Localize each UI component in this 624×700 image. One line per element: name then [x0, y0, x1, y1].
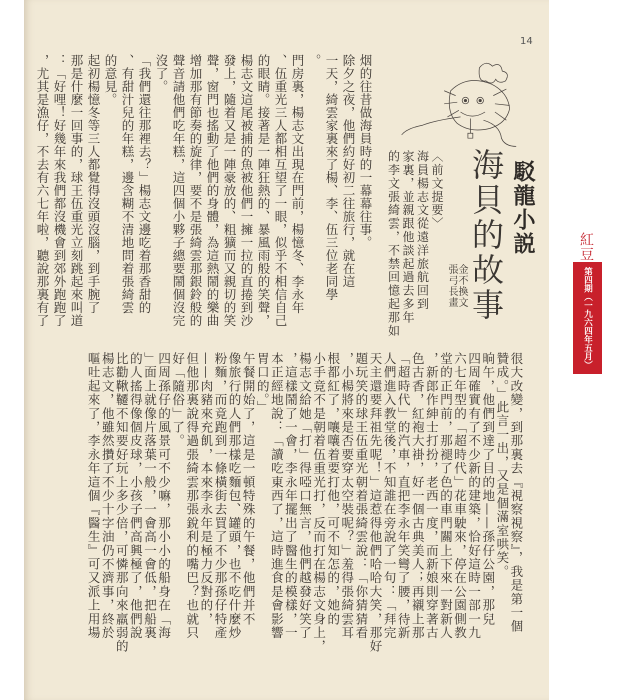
text-column: 、伍重光三人都相互望了一眼，似乎不相信自己	[273, 54, 288, 327]
text-column: 嘔吐起來了，李永年這個『醫生』可又派上用場	[86, 352, 102, 640]
text-column: 除夕之夜，他們約好初二往旅行，就在這	[341, 54, 356, 288]
text-column: 一天，綺雲家裏來了楊、李、伍三位老同學	[324, 54, 339, 301]
text-column: 比勸鞦韆不知要好玩上多少倍，可憐那向來羸弱的	[114, 352, 130, 654]
author-credit: 金不換文	[456, 264, 467, 308]
text-column: 的眼睛。接著是一陣狂熱的、暴風雨般的笑聲，	[256, 54, 271, 327]
text-column: ：「好哩！好幾年來我們都沒機會到郊外跑跑了	[52, 54, 67, 327]
text-column: 根都紅了，嚷嚷着要打他，可不知怎的，她的	[325, 352, 341, 626]
text-column: 的意見。	[103, 54, 118, 106]
text-column: ——肉豬來充飢，本來李永年是極力反對的，	[198, 352, 214, 626]
text-column: 好「隨俗」了。	[170, 352, 186, 448]
body-text-lower	[86, 352, 523, 692]
text-column: 海員楊志文從遠洋旅航回到	[415, 150, 430, 311]
text-column: 胃口的。」	[255, 352, 271, 415]
text-column: 像旅行的人們那樣吃麵包、罐頭，也不吃什麼炒	[227, 352, 243, 640]
text-column: 楊志文給她「打」得啞口無言，他們越發好笑了	[297, 352, 313, 640]
text-column: 晌午，他們到達了目的地——孫仔公園，那兒	[480, 352, 496, 626]
text-column: 四周確實有了不少新的建築，恰好這時一部一九	[466, 352, 482, 640]
text-column: 楊志文這尾被捕的魚被他們一擁一拉的直捲到沙	[239, 54, 254, 327]
text-column: 聲，窗門也搖動了他們的身體，為這熱鬧的樂曲	[205, 54, 220, 327]
series-label: 駁龍小説	[510, 160, 535, 256]
text-column: 「超時代」的汽車，直把李永年笑彎了腰，待新	[396, 352, 412, 640]
text-column: ，小楊將來是否要穿太空裝呢？」羞得張綺雲耳	[339, 352, 355, 640]
text-column: ，尤其是漁仔，不去有六七年啦，聽說那裏有了	[35, 54, 50, 327]
text-column: 天主還要拜祖先呢！」這惹得他們哈哈大笑，那好	[367, 352, 383, 654]
text-column: 」面上就像片落葉一般，一會高一會低，把船裏	[142, 352, 158, 640]
text-column: 色古香，紅袍大褂，好一個古典美人；再襯上那	[410, 352, 426, 640]
text-column: 「我們還往那裡去？」楊志文邊吃着那香甜的	[137, 54, 152, 314]
text-column: 贊成。」此言一出，又是個滿室哄笑。	[494, 352, 510, 579]
synopsis	[386, 150, 444, 346]
text-column: ，新郎作紳士打扮，老西一度，而新娘則穿著古	[424, 352, 440, 640]
text-column: 楊志文，他雖然攢了不少十字油仍不濟事，終於	[100, 352, 116, 640]
text-column: 人們進入教堂後，不知誰在旁說了一句：「拜完	[382, 352, 398, 640]
text-column: 聲音請他們吃年糕，這四個小夥子總要鬧個沒完	[171, 54, 186, 327]
text-column: 午餐開始了，這是一頓特殊的午餐，他們并不	[241, 352, 257, 626]
text-column: 。	[307, 54, 322, 67]
text-column: 那是什麼一回事的，球王伍重光立刻跳起來叫道	[69, 54, 84, 327]
dragon-illustration-icon	[388, 58, 538, 148]
text-column: 很大改變，到那裏去『視察視察』，我是第一個	[508, 352, 524, 634]
magazine-name: 紅豆	[578, 232, 594, 262]
story-title: 海貝的故事	[467, 148, 505, 323]
text-column: 的人搖得像個皮球，小孩子們高興極了，他們說	[128, 352, 144, 640]
text-column: 本正經地說：「讀吃東西了，這時進食是會影響	[269, 352, 285, 640]
credits	[446, 264, 466, 308]
text-column: 六七年型的「超時代」花車駛來，停在公園側教	[452, 352, 468, 640]
text-column: 沒了。	[154, 54, 169, 93]
text-column: 粉麵，而竟跑到一條橫街去買了不少那孫仔特產	[212, 352, 228, 640]
text-column: 發上，隨着又是一陣豪放的、粗獷而又親切的笑	[222, 54, 237, 327]
text-column: 家裏，並親跟他談起過去多年	[401, 150, 415, 325]
body-text-upper	[34, 54, 374, 344]
text-column: 門房裏，楊志文出現在門前，楊憶冬、李永年	[290, 54, 305, 314]
text-column: 、有甜汁兒的年糕，邊含糊不清地問着張綺雲	[120, 54, 135, 314]
page-number: 14	[520, 36, 533, 47]
text-column: 增加那有節奏的旋律，要不是張綺雲那銀鈴般的	[188, 54, 203, 327]
text-column: 〈前文提要〉	[430, 150, 444, 231]
text-column: 小手竟不是朝着伍重光打，反而打在楊志文身上，	[311, 352, 327, 654]
text-column: 但他那裏說得過張綺雲那張銳利的嘴巴？也就只	[184, 352, 200, 640]
text-column: ，這樣鬧了一會，李永年擺出了醫生的模樣，一	[283, 352, 299, 640]
illustrator-credit: 張弓長畫	[446, 264, 457, 308]
text-column: 堂的正門前，那褪了色的車門關上下來一對新人	[438, 352, 454, 640]
text-column: 四周孫仔的風景可不少嘛，那小小的船身在「海	[156, 352, 172, 640]
text-column: 的李文張綺雲，不禁回憶起那如	[386, 150, 401, 338]
text-column: 起初楊憶冬等三人都覺得沒頭沒腦，到手腕了	[86, 54, 101, 314]
text-column: 題玩笑的球王伍重光朝着張綺雲說：「你猜猜看	[353, 352, 369, 640]
issue-tab: 第四期（一九六四年五月）	[573, 262, 602, 374]
text-column: 烟的往昔做海員時的一幕幕往事。	[358, 54, 373, 249]
